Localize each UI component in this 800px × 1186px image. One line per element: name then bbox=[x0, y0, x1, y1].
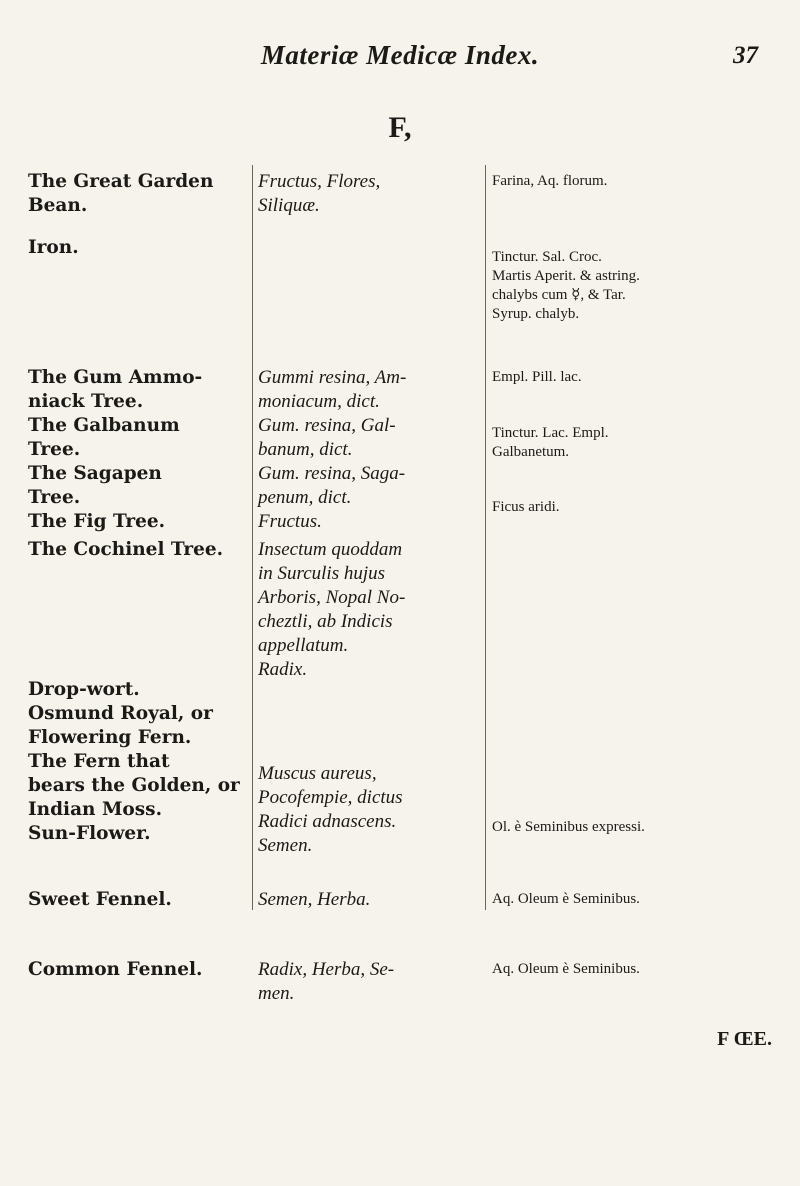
entry-line: men. bbox=[258, 983, 295, 1004]
entry-line: niack Tree. bbox=[28, 391, 144, 412]
entry-line: Drop-wort. bbox=[28, 679, 140, 700]
entry-line: moniacum, dict. bbox=[258, 391, 380, 412]
entry-line: Radix. bbox=[258, 659, 308, 680]
entry-line: The Fig Tree. bbox=[28, 511, 166, 532]
entry-line: chalybs cum ☿, & Tar. bbox=[492, 287, 626, 303]
entry-line: bears the Golden, or bbox=[28, 775, 240, 796]
entry-line: Bean. bbox=[28, 195, 88, 216]
preparations-column bbox=[492, 0, 782, 1186]
entry-line: Ficus aridi. bbox=[492, 499, 560, 515]
entry-line: Gum. resina, Saga- bbox=[258, 463, 406, 484]
entry-line: Muscus aureus, bbox=[258, 763, 377, 784]
entry-cochinel-tree bbox=[28, 538, 253, 562]
entry-line: Martis Aperit. & astring. bbox=[492, 268, 640, 284]
entry-ol-seminibus bbox=[492, 818, 782, 837]
entry-line: Semen. bbox=[258, 835, 313, 856]
entry-line: Aq. Oleum è Seminibus. bbox=[492, 891, 640, 907]
entry-great-garden-bean bbox=[28, 170, 253, 218]
entry-tinctur-sal bbox=[492, 248, 782, 324]
entry-line: Sweet Fennel. bbox=[28, 889, 172, 910]
entry-line: Empl. Pill. lac. bbox=[492, 369, 582, 385]
entry-fructus-flores bbox=[258, 170, 486, 218]
entry-line: Siliquæ. bbox=[258, 195, 320, 216]
entry-line: Tinctur. Lac. Empl. bbox=[492, 425, 609, 441]
entry-gum-trees bbox=[28, 366, 253, 534]
entry-line: The Gum Ammo- bbox=[28, 367, 203, 388]
entry-line: Galbanetum. bbox=[492, 444, 570, 460]
entry-line: The Great Garden bbox=[28, 171, 214, 192]
entry-line: Tree. bbox=[28, 439, 81, 460]
running-title: Materiæ Medicæ Index. bbox=[260, 40, 540, 70]
entry-common-fennel bbox=[28, 958, 253, 982]
entry-line: The Galbanum bbox=[28, 415, 180, 436]
entry-tinctur-lac bbox=[492, 424, 782, 462]
english-names-column bbox=[28, 0, 253, 1186]
entry-line: Iron. bbox=[28, 237, 79, 258]
entry-sweet-fennel bbox=[28, 888, 253, 912]
entry-line: Radici adnascens. bbox=[258, 811, 397, 832]
entry-muscus-aureus bbox=[258, 762, 486, 858]
entry-line: Aq. Oleum è Seminibus. bbox=[492, 961, 640, 977]
page-number: 37 bbox=[733, 42, 758, 69]
entry-line: Common Fennel. bbox=[28, 959, 203, 980]
entry-line: Radix, Herba, Se- bbox=[258, 959, 395, 980]
entry-ferns bbox=[28, 678, 253, 846]
entry-line: banum, dict. bbox=[258, 439, 353, 460]
catchword: F ŒE. bbox=[717, 1028, 772, 1050]
entry-line: Pocofempie, dictus bbox=[258, 787, 403, 808]
entry-line: The Sagapen bbox=[28, 463, 162, 484]
entry-line: Osmund Royal, or bbox=[28, 703, 213, 724]
section-letter: F, bbox=[388, 111, 412, 144]
entry-line: Indian Moss. bbox=[28, 799, 163, 820]
entry-line: Flowering Fern. bbox=[28, 727, 192, 748]
entry-aq-oleum-1 bbox=[492, 890, 782, 909]
entry-line: Farina, Aq. florum. bbox=[492, 173, 608, 189]
entry-line: penum, dict. bbox=[258, 487, 352, 508]
entry-line: The Fern that bbox=[28, 751, 170, 772]
entry-empl-pill bbox=[492, 368, 782, 387]
parts-used-column bbox=[258, 0, 486, 1186]
entry-aq-oleum-2 bbox=[492, 960, 782, 979]
entry-line: Tinctur. Sal. Croc. bbox=[492, 249, 602, 265]
entry-gummi-resina bbox=[258, 366, 486, 534]
entry-line: Sun-Flower. bbox=[28, 823, 151, 844]
entry-farina bbox=[492, 172, 782, 191]
entry-line: Insectum quoddam bbox=[258, 539, 403, 560]
entry-line: Gummi resina, Am- bbox=[258, 367, 407, 388]
entry-line: Tree. bbox=[28, 487, 81, 508]
entry-insectum bbox=[258, 538, 486, 682]
entry-line: Fructus. bbox=[258, 511, 322, 532]
entry-line: Syrup. chalyb. bbox=[492, 306, 580, 322]
entry-line: Gum. resina, Gal- bbox=[258, 415, 396, 436]
entry-line: cheztli, ab Indicis bbox=[258, 611, 393, 632]
entry-radix-herba bbox=[258, 958, 486, 1006]
entry-line: Semen, Herba. bbox=[258, 889, 371, 910]
entry-iron bbox=[28, 236, 253, 260]
entry-ficus-aridi bbox=[492, 498, 782, 517]
entry-line: Fructus, Flores, bbox=[258, 171, 381, 192]
entry-line: Ol. è Seminibus expressi. bbox=[492, 819, 645, 835]
entry-line: in Surculis hujus bbox=[258, 563, 386, 584]
entry-semen-herba bbox=[258, 888, 486, 912]
entry-line: Arboris, Nopal No- bbox=[258, 587, 406, 608]
entry-line: appellatum. bbox=[258, 635, 349, 656]
entry-line: The Cochinel Tree. bbox=[28, 539, 224, 560]
